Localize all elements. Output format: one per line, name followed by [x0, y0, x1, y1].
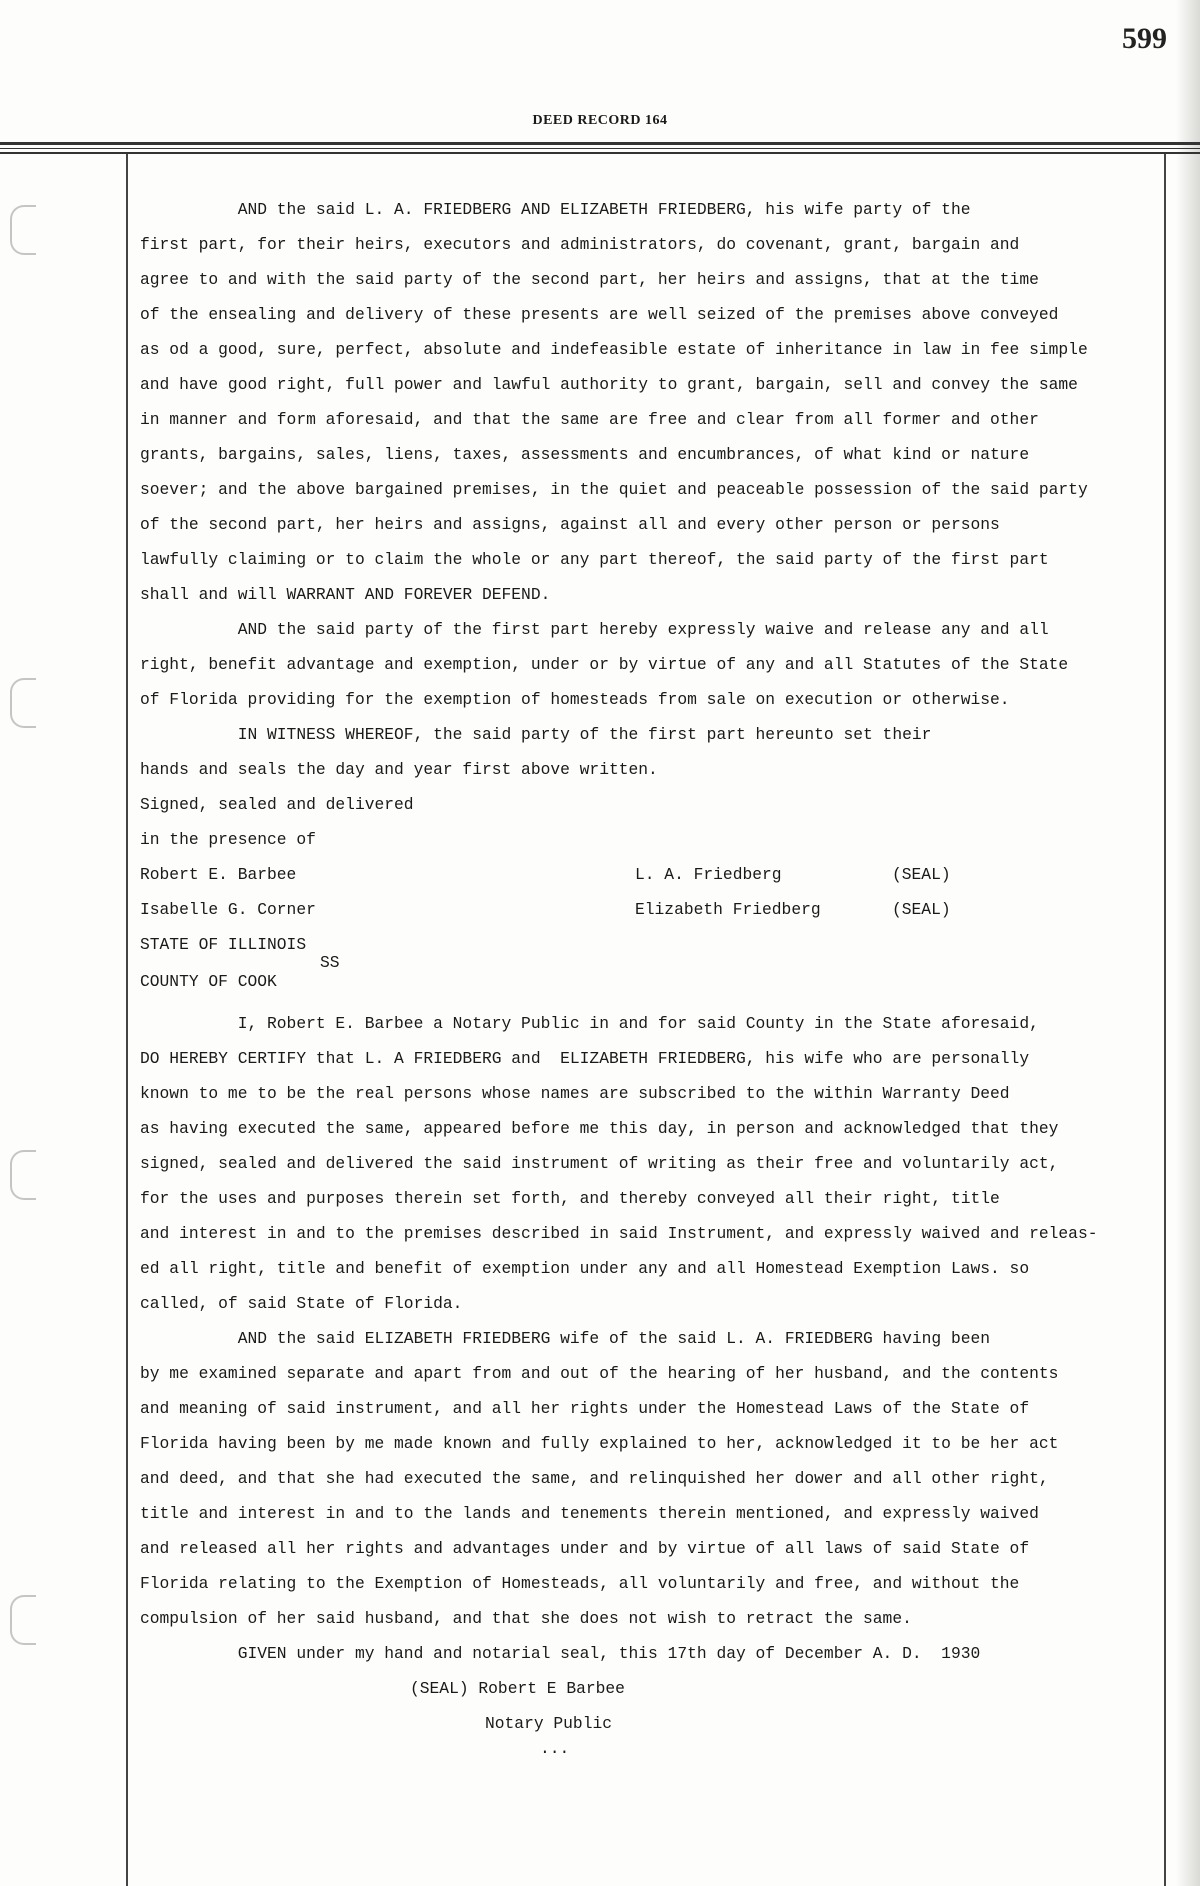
examination-line: and released all her rights and advantages under and by virtue of all laws of said State of [140, 1539, 1030, 1558]
page-number: 599 [1122, 22, 1167, 55]
examination-line: by me examined separate and apart from and out of the hearing of her husband, and the contents [140, 1364, 1059, 1383]
covenant-line: as od a good, sure, perfect, absolute and indefeasible estate of inheritance in law in fee simple [140, 340, 1088, 359]
certificate-line: known to me to be the real persons whose names are subscribed to the within Warranty Deed [140, 1084, 1010, 1103]
examination-line: title and interest in and to the lands and tenements therein mentioned, and expressly waived [140, 1504, 1039, 1523]
certificate-line: DO HEREBY CERTIFY that L. A FRIEDBERG and ELIZABETH FRIEDBERG, his wife who are personally [140, 1049, 1030, 1068]
certificate-line: for the uses and purposes therein set forth, and thereby conveyed all their right, title [140, 1189, 1000, 1208]
seal-mark: (SEAL) [892, 900, 951, 919]
examination-line: Florida relating to the Exemption of Homesteads, all voluntarily and free, and without the [140, 1574, 1020, 1593]
covenant-line: lawfully claiming or to claim the whole or any part thereof, the said party of the first part [140, 550, 1049, 569]
witness-name: Isabelle G. Corner [140, 900, 316, 919]
examination-line: and meaning of said instrument, and all her rights under the Homestead Laws of the State of [140, 1399, 1030, 1418]
header-rule-bottom [0, 152, 1200, 154]
page-edge-shadow [1176, 0, 1200, 1886]
binder-hole-4 [10, 1595, 36, 1645]
venue-ss: SS [320, 953, 340, 972]
certificate-line: as having executed the same, appeared before me this day, in person and acknowledged that they [140, 1119, 1059, 1138]
waiver-line: AND the said party of the first part hereby expressly waive and release any and all [140, 620, 1049, 639]
venue-county: COUNTY OF COOK [140, 972, 277, 991]
header-rule-middle [0, 148, 1200, 149]
notary-title: Notary Public [485, 1714, 613, 1733]
witness-name: Robert E. Barbee [140, 865, 297, 884]
venue-state: STATE OF ILLINOIS [140, 935, 307, 954]
covenant-line: first part, for their heirs, executors and administrators, do covenant, grant, bargain and [140, 235, 1020, 254]
header-rule-top [0, 142, 1200, 145]
binder-hole-2 [10, 678, 36, 728]
seal-mark: (SEAL) [892, 865, 951, 884]
certificate-line: and interest in and to the premises described in said Instrument, and expressly waived and releas- [140, 1224, 1098, 1243]
witness-line: IN WITNESS WHEREOF, the said party of the first part hereunto set their [140, 725, 932, 744]
waiver-line: right, benefit advantage and exemption, under or by virtue of any and all Statutes of the State [140, 655, 1069, 674]
covenant-line: soever; and the above bargained premises, in the quiet and peaceable possession of the said party [140, 480, 1088, 499]
notary-signature: (SEAL) Robert E Barbee [410, 1679, 625, 1698]
covenant-line: agree to and with the said party of the second part, her heirs and assigns, that at the time [140, 270, 1039, 289]
covenant-line: of the ensealing and delivery of these presents are well seized of the premises above conveyed [140, 305, 1059, 324]
examination-line: compulsion of her said husband, and that she does not wish to retract the same. [140, 1609, 912, 1628]
covenant-line: grants, bargains, sales, liens, taxes, assessments and encumbrances, of what kind or nature [140, 445, 1030, 464]
covenant-line: in manner and form aforesaid, and that the same are free and clear from all former and other [140, 410, 1039, 429]
certificate-line: ed all right, title and benefit of exemption under any and all Homestead Exemption Laws. so [140, 1259, 1030, 1278]
witness-line: hands and seals the day and year first above written. [140, 760, 658, 779]
in-presence-of: in the presence of [140, 830, 316, 849]
binder-hole-1 [10, 205, 36, 255]
waiver-line: of Florida providing for the exemption of homesteads from sale on execution or otherwise. [140, 690, 1010, 709]
certificate-line: called, of said State of Florida. [140, 1294, 463, 1313]
signed-sealed-delivered: Signed, sealed and delivered [140, 795, 414, 814]
right-margin-line [1164, 154, 1166, 1886]
left-margin-line [126, 154, 128, 1886]
signatory-name: Elizabeth Friedberg [635, 900, 821, 919]
ledger-title: DEED RECORD 164 [532, 113, 668, 128]
closing-ellipsis: ... [540, 1739, 570, 1758]
covenant-line: of the second part, her heirs and assigns, against all and every other person or persons [140, 515, 1000, 534]
covenant-line: and have good right, full power and lawful authority to grant, bargain, sell and convey the same [140, 375, 1078, 394]
examination-line: AND the said ELIZABETH FRIEDBERG wife of the said L. A. FRIEDBERG having been [140, 1329, 991, 1348]
given-under-hand: GIVEN under my hand and notarial seal, this 17th day of December A. D. 1930 [140, 1644, 981, 1663]
examination-line: Florida having been by me made known and fully explained to her, acknowledged it to be her act [140, 1434, 1059, 1453]
binder-hole-3 [10, 1150, 36, 1200]
certificate-line: I, Robert E. Barbee a Notary Public in and for said County in the State aforesaid, [140, 1014, 1039, 1033]
examination-line: and deed, and that she had executed the same, and relinquished her dower and all other right, [140, 1469, 1049, 1488]
certificate-line: signed, sealed and delivered the said instrument of writing as their free and voluntarily act, [140, 1154, 1059, 1173]
covenant-line: shall and will WARRANT AND FOREVER DEFEND. [140, 585, 551, 604]
covenant-line: AND the said L. A. FRIEDBERG AND ELIZABETH FRIEDBERG, his wife party of the [140, 200, 971, 219]
signatory-name: L. A. Friedberg [635, 865, 782, 884]
